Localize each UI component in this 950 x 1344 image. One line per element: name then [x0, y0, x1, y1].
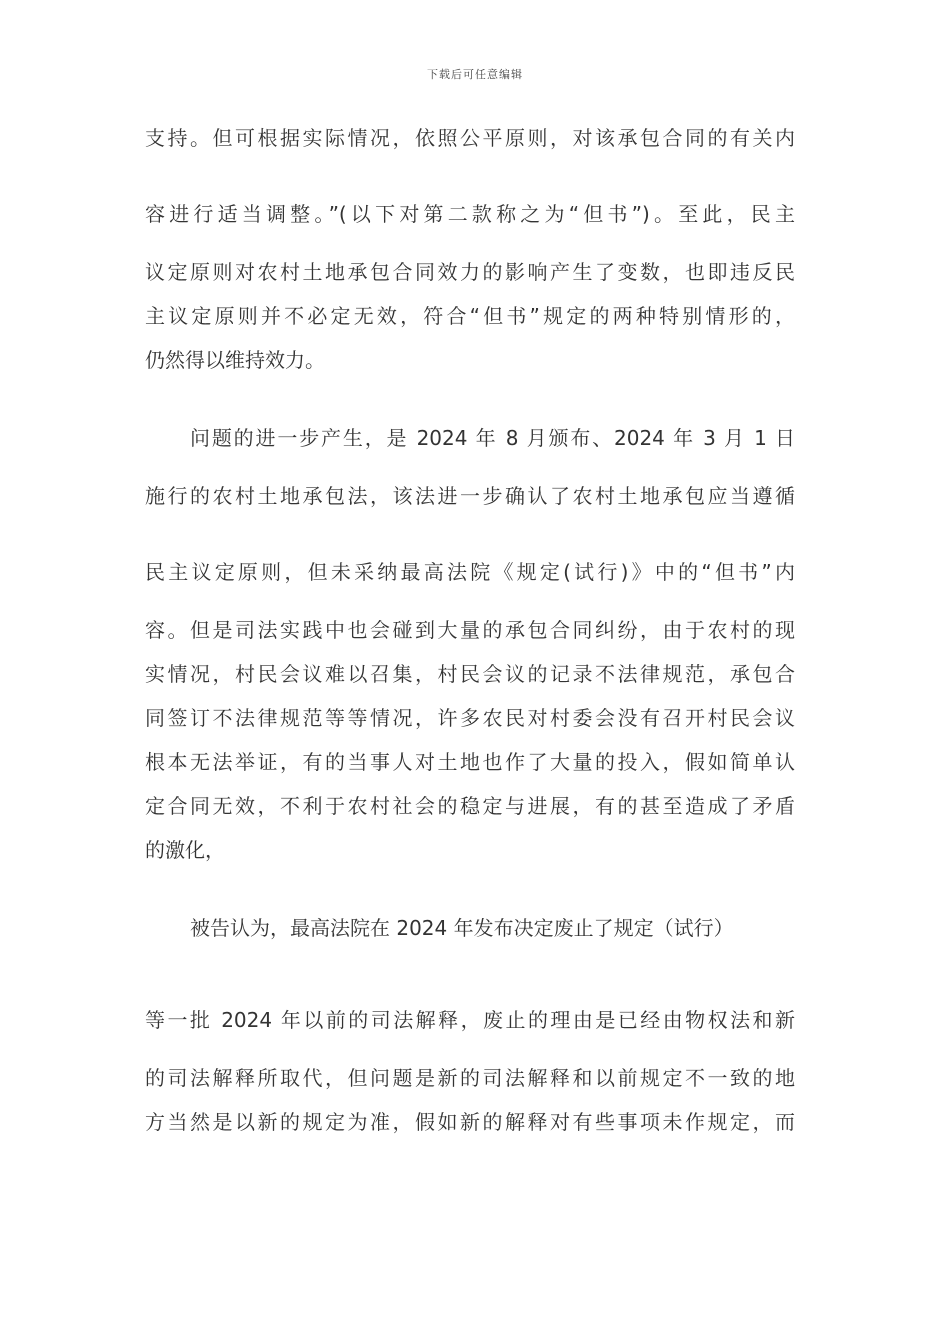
paragraph-line: 主议定原则并不必定无效，符合“但书”规定的两种特别情形的，: [145, 304, 795, 328]
paragraph-line: 定合同无效，不利于农村社会的稳定与进展，有的甚至造成了矛盾: [145, 794, 795, 818]
paragraph-line: 方当然是以新的规定为准，假如新的解释对有些事项未作规定，而: [145, 1110, 795, 1134]
paragraph-line: 民主议定原则，但未采纳最高法院《规定(试行)》中的“但书”内: [145, 560, 795, 584]
paragraph-line: 议定原则对农村土地承包合同效力的影响产生了变数，也即违反民: [145, 260, 795, 284]
paragraph-line: 同签订不法律规范等等情况，许多农民对村委会没有召开村民会议: [145, 706, 795, 730]
paragraph-line: 的激化，: [145, 838, 225, 862]
paragraph-line: 问题的进一步产生，是 2024 年 8 月颁布、2024 年 3 月 1 日: [190, 426, 795, 450]
paragraph-line: 支持。但可根据实际情况，依照公平原则，对该承包合同的有关内: [145, 126, 795, 150]
paragraph-line: 容。但是司法实践中也会碰到大量的承包合同纠纷，由于农村的现: [145, 618, 795, 642]
paragraph-line: 根本无法举证，有的当事人对土地也作了大量的投入，假如简单认: [145, 750, 795, 774]
paragraph-line: 等一批 2024 年以前的司法解释，废止的理由是已经由物权法和新: [145, 1008, 795, 1032]
paragraph-line: 施行的农村土地承包法，该法进一步确认了农村土地承包应当遵循: [145, 484, 795, 508]
paragraph-line: 实情况，村民会议难以召集，村民会议的记录不法律规范，承包合: [145, 662, 795, 686]
paragraph-line: 容进行适当调整。”(以下对第二款称之为“但书”)。至此，民主: [145, 202, 795, 226]
paragraph-line: 被告认为，最高法院在 2024 年发布决定废止了规定（试行）: [190, 916, 734, 940]
paragraph-line: 的司法解释所取代，但问题是新的司法解释和以前规定不一致的地: [145, 1066, 795, 1090]
page-header: 下载后可任意编辑: [427, 68, 523, 81]
paragraph-line: 仍然得以维持效力。: [145, 348, 325, 372]
